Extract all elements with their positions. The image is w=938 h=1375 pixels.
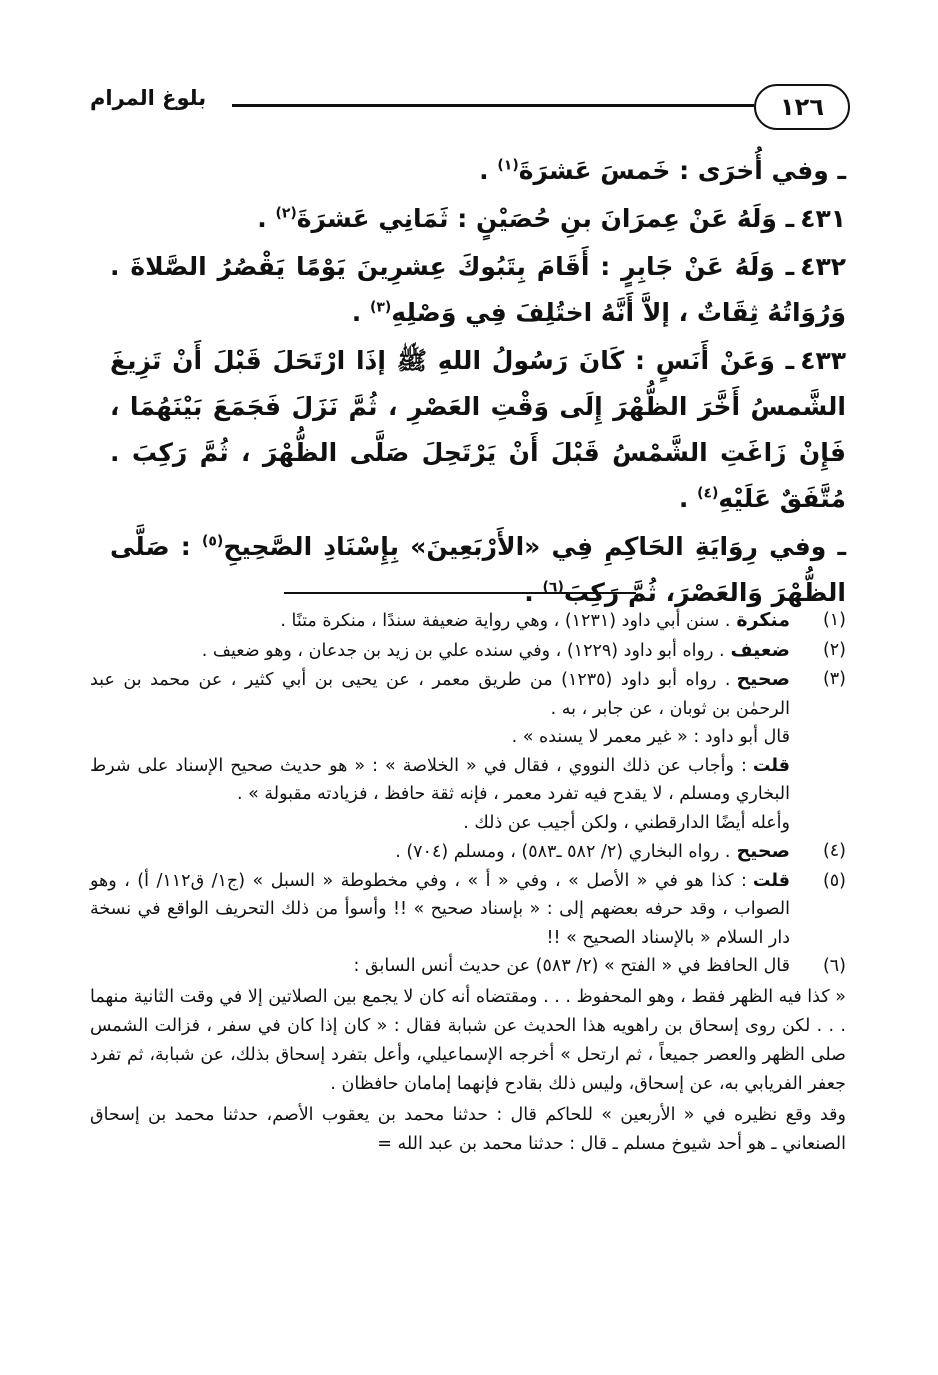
hadith-line: ـ وفي رِوَايَةِ الحَاكِمِ فِي «الأَرْبَعِينَ» بِإِسْنَادِ الصَّحِيحِ$^{(٥)}$ : صَلَّى الظُّهْرَ وَالعَصْرَ، ثُمَّ رَكِبَ$^{(٦)}$ . [110, 532, 846, 607]
grade-label: صحيح [736, 840, 790, 862]
footnote-text: . رواه أبو داود (١٢٣٥) من طريق معمر ، عن يحيى بن أبي كثير ، عن محمد بن عبد الرحمٰن بن ثوبان ، عن جابر ، به . [90, 670, 790, 719]
hadith-432: ٤٣٢ـ وَلَهُ عَنْ جَابِرٍ : أَقَامَ بِتَبُوكَ عِشرِينَ يَوْمًا يَقْصُرُ الصَّلاةَ . وَرُوَاتُهُ ثِقَاتٌ ، إلاَّ أَنَّهُ اختُلِفَ فِي وَصْلِهِ$^{(٣)}$ . [110, 252, 846, 327]
footnote-3-note: وأعله أيضًا الدارقطني ، ولكن أجيب عن ذلك . [463, 812, 790, 833]
footnotes [90, 606, 846, 1159]
footnote-ref: (٦) [542, 579, 564, 596]
hadith-line: ـ وفي أُخرَى : خَمسَ عَشرَةَ$^{(١)}$ . [479, 156, 846, 185]
main-text [110, 148, 846, 618]
footnote-6-continuation: وقد وقع نظيره في « الأربعين » للحاكم قال : حدثنا محمد بن يعقوب الأصم، حدثنا محمد بن إسحاق الصنعاني ـ هو أحد شيوخ مسلم ـ قال : حدثنا محمد بن عبد الله = [90, 1104, 846, 1154]
page-number: ١٢٦ [754, 84, 850, 130]
grade-label: منكرة [736, 609, 790, 631]
comment-lead: قلت [752, 870, 790, 891]
comment-lead: قلت [752, 755, 790, 776]
footnote-number: (٦) [822, 956, 846, 976]
footnote-separator [284, 592, 636, 594]
page-header [90, 78, 850, 134]
footnote-number: (٥) [822, 870, 846, 891]
hadith-text: : صَلَّى الظُّهْرَ وَالعَصْرَ، ثُمَّ رَكِبَ [110, 532, 846, 607]
hadith-text: ـ وفي أُخرَى : خَمسَ عَشرَةَ [518, 156, 846, 185]
footnote-ref: (٣) [369, 299, 392, 316]
footnote-text: : كذا هو في « الأصل » ، وفي « أ » ، وفي مخطوطة « السبل » (ج١/ ق١١٢/ أ) ، وهو الصواب ، وقد حرفه بعضهم إلى : « بإسناد صحيح » !! وأسوأ من ذلك التحريف الواقع في نسخة دار السلام « بالإسناد الصحيح » !! [90, 870, 790, 948]
hadith-number: ٤٣٢ [800, 252, 846, 281]
footnote-text: . سنن أبي داود (١٢٣١) ، وهي رواية ضعيفة سندًا ، منكرة متنًا . [280, 611, 731, 631]
footnote-2 [90, 636, 846, 666]
footnote-text: . رواه البخاري (٢/ ٥٨٢ ـ٥٨٣) ، ومسلم (٧٠٤) . [395, 842, 731, 862]
footnote-1 [90, 606, 846, 636]
footnote-6-quote: « كذا فيه الظهر فقط ، وهو المحفوظ . . . ومقتضاه أنه كان لا يجمع بين الصلاتين إلا في وقت الثانية منهما . . . لكن روى إسحاق بن راهويه هذا الحديث عن شبابة فقال : « كان إذا كان في سفر ، فزالت الشمس صلى الظهر والعصر جميعاً ، ثم ارتحل » أخرجه الإسماعيلي، وأعل بتفرد إسحاق بذلك، عن شبابة، ثم تفرد جعفر الفريابي به، عن إسحاق، وليس ذلك بقادح فإنهما إمامان حافظان . [90, 986, 846, 1094]
footnote-text: . رواه أبو داود (١٢٢٩) ، وفي سنده علي بن زيد بن جدعان ، وهو ضعيف . [201, 640, 725, 661]
hadith-text: ـ وفي رِوَايَةِ الحَاكِمِ فِي «الأَرْبَعِينَ» بِإِسْنَادِ الصَّحِيحِ [223, 532, 846, 561]
footnote-ref: (١) [497, 157, 519, 174]
footnote-ref: (٥) [201, 533, 224, 550]
footnote-4 [90, 837, 846, 867]
footnote-ref: (٢) [275, 205, 297, 222]
header-rule [232, 104, 754, 107]
grade-label: ضعيف [730, 638, 790, 661]
footnote-number: (٢) [822, 639, 846, 660]
footnote-number: (١) [822, 610, 846, 630]
book-title: بلوغ المرام [90, 86, 207, 110]
footnote-number: (٤) [822, 841, 846, 861]
footnote-3-comment: قلت: وأجاب عن ذلك النووي ، فقال في « الخلاصة » : « هو حديث صحيح الإسناد على شرط البخاري ومسلم ، لا يقدح فيه تفرد معمر ، فإنه ثقة حافظ ، فزيادته مقبولة » . [90, 755, 790, 804]
hadith-text: ـ وَلَهُ عَنْ جَابِرٍ : أَقَامَ بِتَبُوكَ عِشرِينَ يَوْمًا يَقْصُرُ الصَّلاةَ . وَرُوَاتُهُ ثِقَاتٌ ، إلاَّ أَنَّهُ اختُلِفَ فِي وَصْلِهِ [110, 252, 846, 327]
footnote-5 [90, 867, 846, 953]
hadith-text: ـ وَلَهُ عَنْ عِمرَانَ بنِ حُصَيْنٍ : ثَمَانِي عَشرَةَ [296, 204, 795, 233]
hadith-number: ٤٣١ [800, 204, 846, 233]
footnote-number: (٣) [822, 669, 846, 689]
footnote-3-quote: قال أبو داود : « غير معمر لا يسنده » . [511, 727, 790, 747]
hadith-text: ـ وَعَنْ أَنَسٍ : كَانَ رَسُولُ اللهِ ﷺ إذَا ارْتَحَلَ قَبْلَ أَنْ تَزِيغَ الشَّمسُ أَخَّرَ الظُّهْرَ إِلَى وَقْتِ العَصْرِ ، ثُمَّ نَزَلَ فَجَمَعَ بَيْنَهُمَا ، فَإِنْ زَاغَتِ الشَّمْسُ قَبْلَ أَنْ يَرْتَحِلَ صَلَّى الظُّهْرَ ، ثُمَّ رَكِبَ . مُتَّفَقٌ عَلَيْهِ [110, 346, 846, 513]
footnote-ref: (٤) [697, 485, 719, 502]
footnote-text: قال الحافظ في « الفتح » (٢/ ٥٨٣) عن حديث أنس السابق : [353, 956, 790, 976]
grade-label: صحيح [736, 668, 790, 690]
footnote-6 [90, 952, 846, 981]
hadith-number: ٤٣٣ [800, 346, 846, 375]
hadith-433: ٤٣٣ـ وَعَنْ أَنَسٍ : كَانَ رَسُولُ اللهِ ﷺ إذَا ارْتَحَلَ قَبْلَ أَنْ تَزِيغَ الشَّمسُ أَخَّرَ الظُّهْرَ إِلَى وَقْتِ العَصْرِ ، ثُمَّ نَزَلَ فَجَمَعَ بَيْنَهُمَا ، فَإِنْ زَاغَتِ الشَّمْسُ قَبْلَ أَنْ يَرْتَحِلَ صَلَّى الظُّهْرَ ، ثُمَّ رَكِبَ . مُتَّفَقٌ عَلَيْهِ$^{(٤)}$ . [110, 346, 846, 513]
hadith-431: ٤٣١ـ وَلَهُ عَنْ عِمرَانَ بنِ حُصَيْنٍ : ثَمَانِي عَشرَةَ$^{(٢)}$ . [257, 204, 846, 233]
footnote-3 [90, 665, 846, 723]
